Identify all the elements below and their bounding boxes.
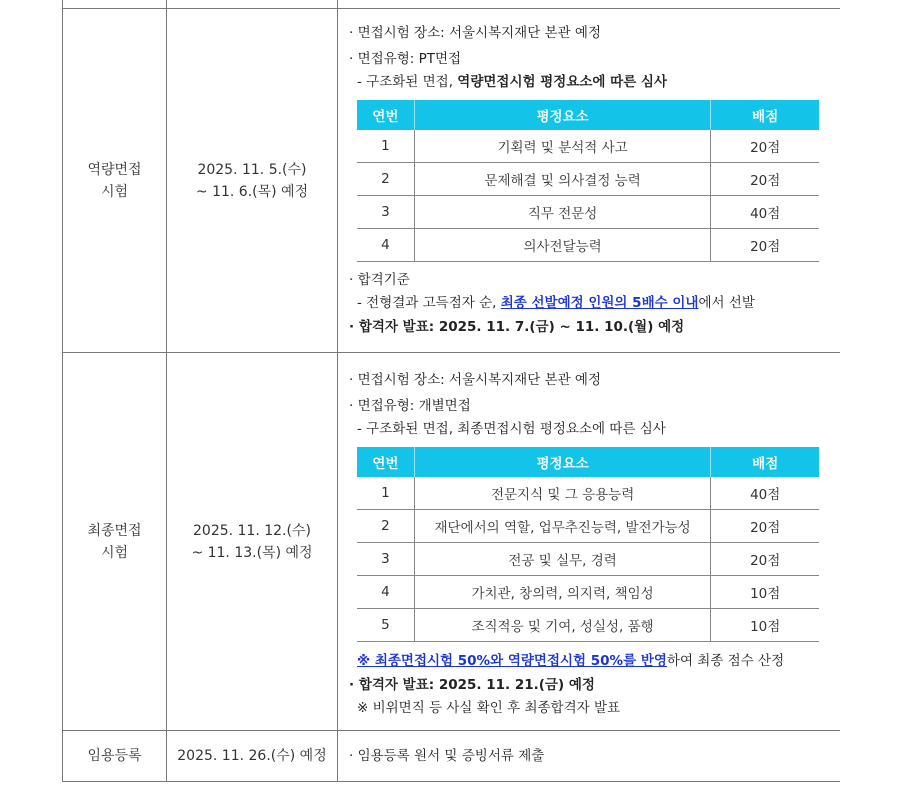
date-cell <box>167 731 337 781</box>
criteria-title: · 합격기준 <box>349 272 410 288</box>
table-cell: 재단에서의 역할, 업무추진능력, 발전가능성 <box>414 510 711 543</box>
table-cell: 의사전달능력 <box>414 229 711 262</box>
table-cell: 전공 및 실무, 경력 <box>414 543 711 576</box>
table-row <box>357 477 819 510</box>
note-line: ※ 비위면직 등 사실 확인 후 최종합격자 발표 <box>357 700 621 716</box>
stage-title: 임용등록 <box>87 748 142 764</box>
table-cell: 20점 <box>711 130 819 163</box>
table-cell: 20점 <box>711 229 819 262</box>
date-text: 2025. 11. 5.(수) <box>197 161 307 178</box>
date-text: 2025. 11. 12.(수) <box>193 522 311 539</box>
table-row <box>357 576 819 609</box>
table-cell: 문제해결 및 의사결정 능력 <box>414 163 711 196</box>
score-table <box>357 100 819 262</box>
col-header: 평정요소 <box>414 100 711 130</box>
criteria-link[interactable]: 최종 선발예정 인원의 5배수 이내 <box>500 295 699 311</box>
table-row <box>357 196 819 229</box>
table-cell: 3 <box>357 543 414 576</box>
detail-line: · 면접유형: PT면접 <box>349 51 462 67</box>
announce-line: · 합격자 발표: 2025. 11. 7.(금) ~ 11. 10.(월) 예정 <box>349 319 685 335</box>
note-link[interactable]: ※ 최종면접시험 50%와 역량면접시험 50%를 반영 <box>357 653 667 669</box>
detail-line: · 임용등록 원서 및 증빙서류 제출 <box>349 748 545 764</box>
table-cell: 40점 <box>711 477 819 510</box>
col-header: 평정요소 <box>414 447 711 477</box>
table-cell: 4 <box>357 576 414 609</box>
table-row <box>357 510 819 543</box>
table-cell: 5 <box>357 609 414 642</box>
table-cell: 3 <box>357 196 414 229</box>
table-cell: 40점 <box>711 196 819 229</box>
stage-cell <box>63 9 166 352</box>
table-cell: 4 <box>357 229 414 262</box>
col-header: 배점 <box>711 100 819 130</box>
score-table-header <box>357 447 819 477</box>
col-header: 연번 <box>357 447 414 477</box>
table-row <box>357 130 819 163</box>
detail-line: · 면접시험 장소: 서울시복지재단 본관 예정 <box>349 372 601 388</box>
table-cell: 전문지식 및 그 응용능력 <box>414 477 711 510</box>
stage-cell <box>63 353 166 730</box>
column-divider-2 <box>337 0 338 782</box>
criteria-line: - 전형결과 고득점자 순, 최종 선발예정 인원의 5배수 이내에서 선발 <box>357 295 755 311</box>
stage-title: 시험 <box>100 183 129 200</box>
announce-line: · 합격자 발표: 2025. 11. 21.(금) 예정 <box>349 677 595 693</box>
stage-title: 최종면접 <box>87 522 142 539</box>
table-cell: 20점 <box>711 510 819 543</box>
detail-subline: - 구조화된 면접, 역량면접시험 평정요소에 따른 심사 <box>357 74 668 90</box>
table-cell: 조직적응 및 기여, 성실성, 품행 <box>414 609 711 642</box>
table-cell: 2 <box>357 510 414 543</box>
date-cell <box>167 353 337 730</box>
table-row <box>357 229 819 262</box>
table-row <box>357 609 819 642</box>
detail-line: · 면접시험 장소: 서울시복지재단 본관 예정 <box>349 25 601 41</box>
table-cell: 직무 전문성 <box>414 196 711 229</box>
stage-title: 역량면접 <box>87 161 142 178</box>
col-header: 배점 <box>711 447 819 477</box>
col-header: 연번 <box>357 100 414 130</box>
table-cell: 10점 <box>711 609 819 642</box>
table-cell: 가치관, 창의력, 의지력, 책임성 <box>414 576 711 609</box>
table-cell: 20점 <box>711 163 819 196</box>
date-cell <box>167 9 337 352</box>
date-text: ~ 11. 6.(목) 예정 <box>195 183 309 200</box>
table-cell: 1 <box>357 477 414 510</box>
date-text: 2025. 11. 26.(수) 예정 <box>177 748 327 764</box>
score-table-header <box>357 100 819 130</box>
detail-line: · 면접유형: 개별면접 <box>349 398 471 414</box>
stage-title: 시험 <box>100 544 129 561</box>
table-cell: 2 <box>357 163 414 196</box>
table-cell: 10점 <box>711 576 819 609</box>
row-divider-bottom <box>62 781 840 782</box>
table-cell: 20점 <box>711 543 819 576</box>
detail-subline: - 구조화된 면접, 최종면접시험 평정요소에 따른 심사 <box>357 421 666 437</box>
score-table <box>357 447 819 642</box>
table-cell: 기획력 및 분석적 사고 <box>414 130 711 163</box>
table-row <box>357 163 819 196</box>
date-text: ~ 11. 13.(목) 예정 <box>191 544 313 561</box>
note-line: ※ 최종면접시험 50%와 역량면접시험 50%를 반영하여 최종 점수 산정 <box>357 653 785 669</box>
table-cell: 1 <box>357 130 414 163</box>
table-row <box>357 543 819 576</box>
stage-cell <box>63 731 166 781</box>
